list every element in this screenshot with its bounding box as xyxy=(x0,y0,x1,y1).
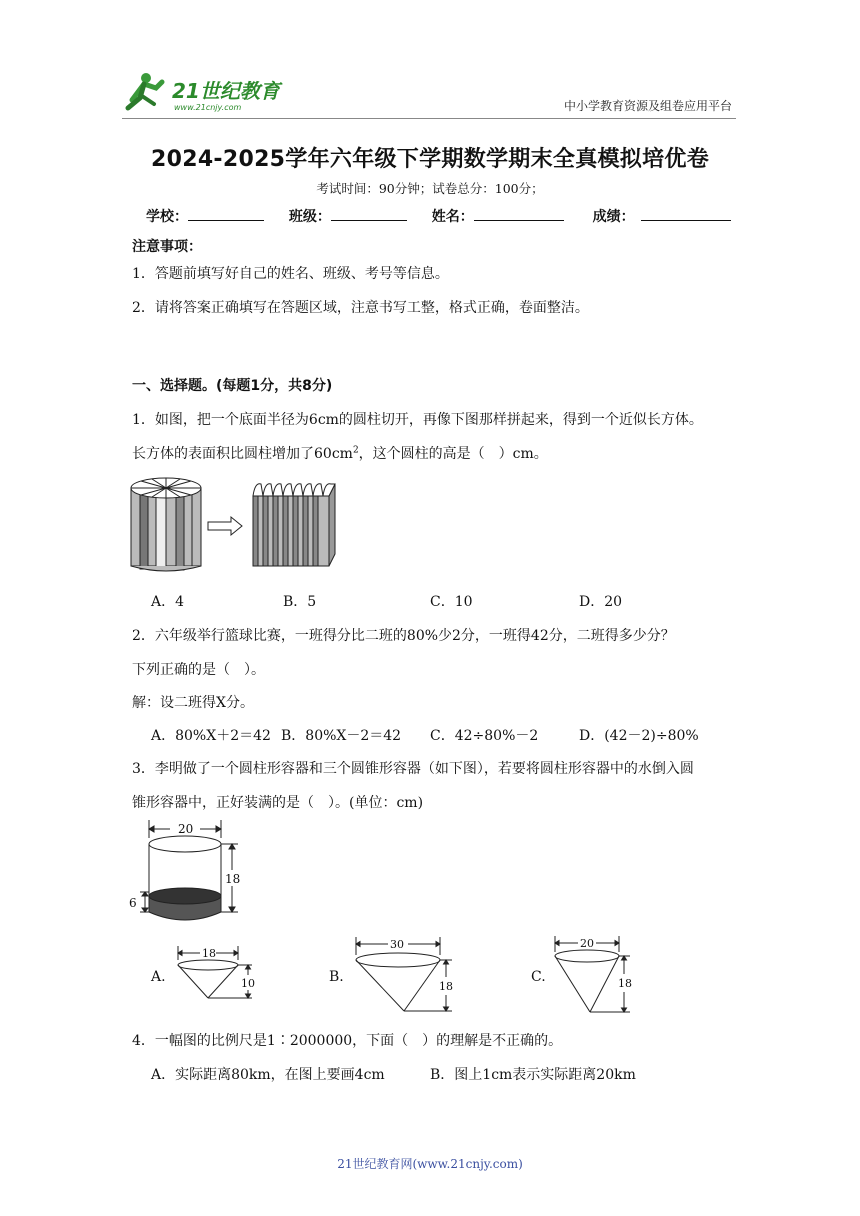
cylinder-container-icon xyxy=(126,818,251,930)
q1-option-c[interactable]: C．10 xyxy=(430,594,473,610)
q1-option-d[interactable]: D．20 xyxy=(579,594,623,610)
cylinder-height-label: 18 xyxy=(225,872,241,886)
q4-option-a[interactable]: A．实际距离80km，在图上要画4cm xyxy=(151,1067,385,1083)
cylinder-water-label: 6 xyxy=(129,896,137,910)
school-field[interactable] xyxy=(188,206,264,221)
svg-text:10: 10 xyxy=(241,977,255,990)
footer-link[interactable]: 21世纪教育网(www.21cnjy.com) xyxy=(337,1157,523,1171)
q2-option-c[interactable]: C．42÷80%－2 xyxy=(430,728,539,744)
q2-text-line1: 2．六年级举行篮球比赛，一班得分比二班的80%少2分，一班得42分，二班得多少分？ xyxy=(132,628,675,644)
cone-a xyxy=(172,944,262,1008)
school-label: 学校： xyxy=(146,209,188,225)
q1-figure xyxy=(128,474,343,576)
q3-option-a[interactable]: A. xyxy=(151,969,166,985)
logo-text: 21世纪教育 xyxy=(172,79,280,103)
q4-text-line1: 4．一幅图的比例尺是1∶2000000，下面（ ）的理解是不正确的。 xyxy=(132,1033,563,1049)
notice-item: 2．请将答案正确填写在答题区域，注意书写工整，格式正确，卷面整洁。 xyxy=(132,300,589,316)
name-label: 姓名： xyxy=(431,209,474,225)
q2-option-d[interactable]: D．(42－2)÷80% xyxy=(579,728,699,744)
cone-icon xyxy=(352,935,462,1017)
svg-text:18: 18 xyxy=(439,980,453,993)
cone-b xyxy=(352,935,462,1021)
logo-runner-icon xyxy=(122,70,292,114)
q3-option-b[interactable]: B. xyxy=(329,969,344,985)
cone-icon xyxy=(172,944,262,1004)
q2-text-line2: 下列正确的是（ ）。 xyxy=(132,662,265,678)
class-label: 班级： xyxy=(288,209,331,225)
q1-cylinder-to-cuboid-figure xyxy=(128,474,343,572)
notice-item: 1．答题前填写好自己的姓名、班级、考号等信息。 xyxy=(132,266,449,282)
name-field[interactable] xyxy=(474,206,564,221)
q1-option-b[interactable]: B．5 xyxy=(283,594,317,610)
approx-cuboid xyxy=(253,484,335,566)
q2-text-line3: 解：设二班得X分。 xyxy=(132,695,254,711)
logo-url: www.21cnjy.com xyxy=(174,103,242,112)
q1-option-a[interactable]: A．4 xyxy=(151,594,185,610)
section-heading: 一、选择题。(每题1分，共8分) xyxy=(132,378,333,394)
q2-option-a[interactable]: A．80%X＋2＝42 xyxy=(151,728,271,744)
q1-text-line1: 1．如图，把一个底面半径为6cm的圆柱切开，再像下图那样拼起来，得到一个近似长方体。 xyxy=(132,412,703,428)
q3-text-line2: 锥形容器中，正好装满的是（ ）。(单位：cm) xyxy=(132,795,424,811)
q1-text-b: ，这个圆柱的高是（ ）cm。 xyxy=(358,446,548,462)
q1-text-line2 xyxy=(132,443,548,463)
svg-text:30: 30 xyxy=(390,938,404,951)
exam-meta: 考试时间：90分钟；试卷总分：100分； xyxy=(316,181,544,196)
class-field[interactable] xyxy=(331,206,407,221)
cone-c xyxy=(552,934,637,1020)
arrow-right-icon xyxy=(208,517,242,535)
q3-cylinder-figure xyxy=(126,818,251,934)
svg-text:18: 18 xyxy=(202,947,216,960)
q4-option-b[interactable]: B．图上1cm表示实际距离20km xyxy=(430,1067,636,1083)
score-field[interactable] xyxy=(641,206,731,221)
q3-option-c[interactable]: C. xyxy=(531,969,546,985)
notice-heading: 注意事项： xyxy=(132,239,202,255)
page-title: 2024-2025学年六年级下学期数学期末全真模拟培优卷 xyxy=(151,147,709,172)
svg-text:20: 20 xyxy=(580,937,594,950)
q1-text-a: 长方体的表面积比圆柱增加了60cm xyxy=(132,446,353,462)
score-label: 成绩： xyxy=(592,209,635,225)
svg-text:18: 18 xyxy=(618,977,632,990)
q1-text-sup: 2 xyxy=(352,445,359,456)
logo xyxy=(122,70,292,114)
q3-text-line1: 3．李明做了一个圆柱形容器和三个圆锥形容器（如下图），若要将圆柱形容器中的水倒入圆 xyxy=(132,761,694,777)
cylinder-diameter-label: 20 xyxy=(178,822,194,836)
platform-label: 中小学教育资源及组卷应用平台 xyxy=(563,99,732,113)
header-divider xyxy=(122,118,736,119)
q2-option-b[interactable]: B．80%X－2＝42 xyxy=(281,728,402,744)
student-info-row xyxy=(146,206,731,226)
sliced-cylinder xyxy=(131,478,201,571)
cone-icon xyxy=(552,934,637,1016)
